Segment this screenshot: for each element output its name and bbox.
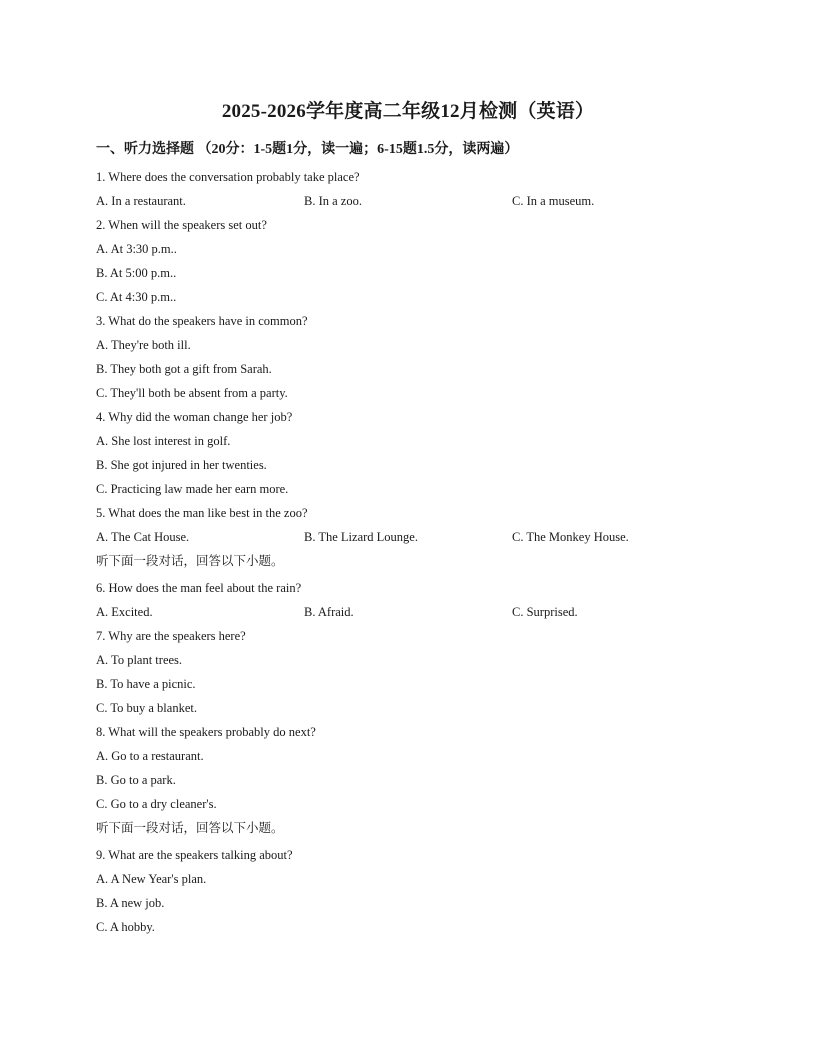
question-7-option-a: A. To plant trees. bbox=[96, 653, 183, 667]
question-4-stem: 4. Why did the woman change her job? bbox=[96, 410, 293, 424]
question-7-stem: 7. Why are the speakers here? bbox=[96, 629, 246, 643]
question-9-option-b: B. A new job. bbox=[96, 896, 165, 910]
section-heading: 一、听力选择题 （20分：1-5题1分，读一遍；6-15题1.5分，读两遍） bbox=[96, 142, 519, 157]
question-9-option-c: C. A hobby. bbox=[96, 920, 155, 934]
question-4-option-b: B. She got injured in her twenties. bbox=[96, 458, 267, 472]
question-1-option-c: C. In a museum. bbox=[512, 194, 595, 208]
question-6-stem: 6. How does the man feel about the rain? bbox=[96, 581, 302, 595]
question-7-option-c: C. To buy a blanket. bbox=[96, 701, 197, 715]
question-6-options bbox=[96, 603, 736, 627]
question-3-option-c: C. They'll both be absent from a party. bbox=[96, 386, 288, 400]
question-1-stem: 1. Where does the conversation probably take place? bbox=[96, 170, 360, 184]
question-5-option-c: C. The Monkey House. bbox=[512, 530, 629, 544]
page-title: 2025-2026学年度高二年级12月检测（英语） bbox=[221, 101, 595, 122]
listening-instruction: 听下面一段对话，回答以下小题。 bbox=[96, 820, 284, 835]
question-8-stem: 8. What will the speakers probably do next? bbox=[96, 725, 316, 739]
question-5-stem: 5. What does the man like best in the zoo? bbox=[96, 506, 308, 520]
question-2-stem: 2. When will the speakers set out? bbox=[96, 218, 267, 232]
question-9-stem: 9. What are the speakers talking about? bbox=[96, 848, 293, 862]
question-3-stem: 3. What do the speakers have in common? bbox=[96, 314, 308, 328]
question-1-option-b: B. In a zoo. bbox=[304, 194, 362, 208]
question-5-options bbox=[96, 528, 736, 552]
question-4-option-a: A. She lost interest in golf. bbox=[96, 434, 231, 448]
question-8-option-c: C. Go to a dry cleaner's. bbox=[96, 797, 217, 811]
question-6-option-c: C. Surprised. bbox=[512, 605, 578, 619]
question-9-option-a: A. A New Year's plan. bbox=[96, 872, 207, 886]
question-list bbox=[96, 168, 736, 942]
question-4-option-c: C. Practicing law made her earn more. bbox=[96, 482, 289, 496]
question-2-option-b: B. At 5:00 p.m.. bbox=[96, 266, 177, 280]
question-3-option-b: B. They both got a gift from Sarah. bbox=[96, 362, 272, 376]
question-2-option-c: C. At 4:30 p.m.. bbox=[96, 290, 177, 304]
question-5-option-b: B. The Lizard Lounge. bbox=[304, 530, 418, 544]
question-8-option-b: B. Go to a park. bbox=[96, 773, 176, 787]
question-2-option-a: A. At 3:30 p.m.. bbox=[96, 242, 177, 256]
question-3-option-a: A. They're both ill. bbox=[96, 338, 191, 352]
question-6-option-b: B. Afraid. bbox=[304, 605, 354, 619]
question-8-option-a: A. Go to a restaurant. bbox=[96, 749, 204, 763]
listening-instruction: 听下面一段对话，回答以下小题。 bbox=[96, 553, 284, 568]
question-5-option-a: A. The Cat House. bbox=[96, 530, 190, 544]
question-6-option-a: A. Excited. bbox=[96, 605, 153, 619]
question-1-options bbox=[96, 192, 736, 216]
question-1-option-a: A. In a restaurant. bbox=[96, 194, 186, 208]
question-7-option-b: B. To have a picnic. bbox=[96, 677, 196, 691]
